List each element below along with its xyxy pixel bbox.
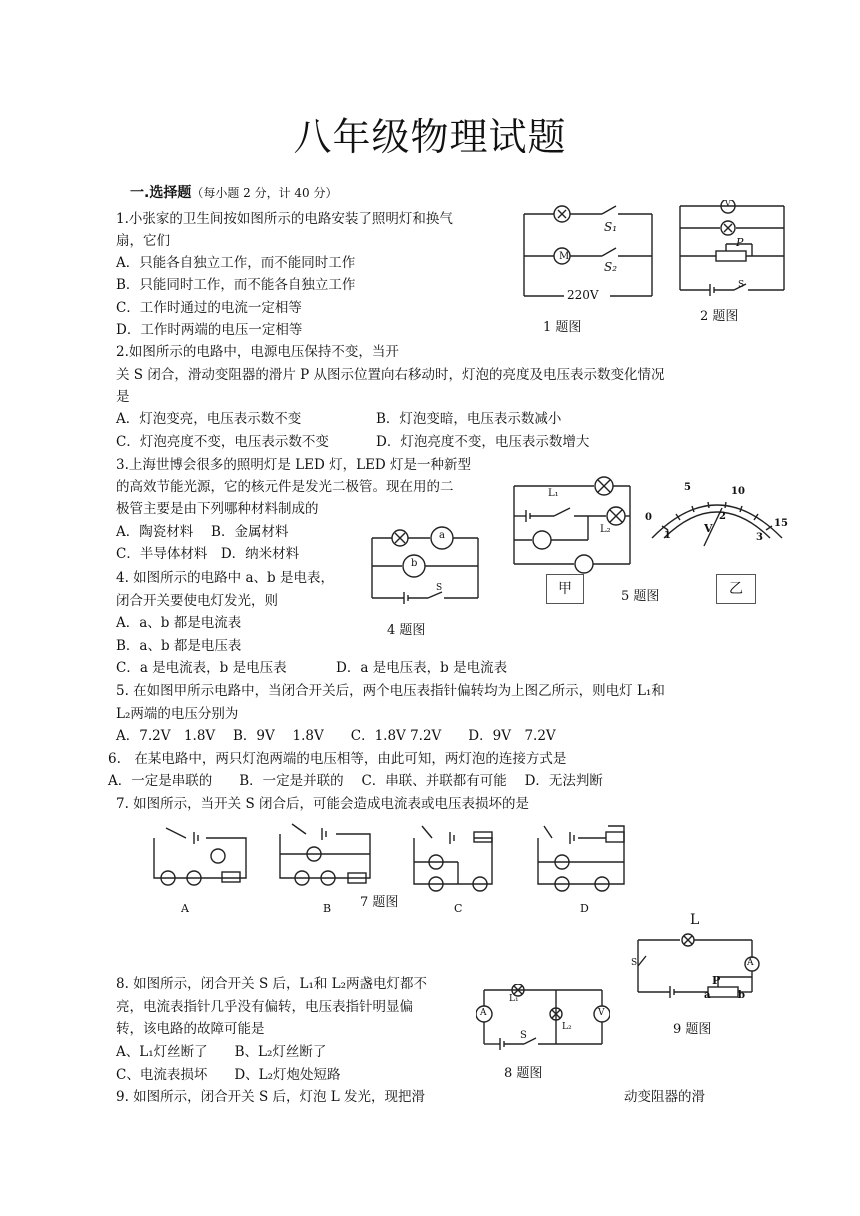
q3-stem-2: 的高效节能光源，它的核元件是发光二极管。现在用的二	[116, 479, 454, 495]
q2-stem-2: 关 S 闭合，滑动变阻器的滑片 P 从图示位置向右移动时，灯泡的亮度及电压表示数变化情况	[116, 367, 665, 383]
figure-5-dial	[642, 478, 792, 558]
q2-stem-1: 2.如图所示的电路中，电源电压保持不变，当开	[116, 344, 399, 360]
fig1-voltage-label: 220V	[567, 288, 599, 302]
figure-2-circuit	[676, 200, 788, 300]
figure-1-circuit	[518, 200, 658, 300]
q6-options: A．一定是串联的 B．一定是并联的 C．串联、并联都有可能 D．无法判断	[108, 773, 603, 789]
dial-label-0: 0	[645, 512, 652, 523]
fig1-caption: 1 题图	[543, 320, 582, 335]
fig1-s1-label: S₁	[604, 220, 618, 234]
q4-stem-1: 4. 如图所示的电路中 a、b 是电表，	[116, 570, 334, 586]
fig8-l1-label: L₁	[509, 994, 519, 1004]
q1-option-c: C．工作时通过的电流一定相等	[116, 300, 302, 316]
fig2-p-label: P	[736, 236, 744, 249]
q8-stem-1: 8. 如图所示，闭合开关 S 后，L₁和 L₂两盏电灯都不	[116, 976, 428, 992]
dial-label-2: 2	[719, 511, 726, 522]
q4-option-c: C．a 是电流表，b 是电压表	[116, 660, 287, 676]
figure-9-circuit	[632, 932, 772, 1004]
section-note: （每小题 2 分，计 40 分）	[191, 186, 338, 200]
fig2-caption: 2 题图	[700, 309, 739, 324]
q4-option-a: A．a、b 都是电流表	[116, 615, 242, 631]
q6-stem: 6. 在某电路中，两只灯泡两端的电压相等，由此可知，两灯泡的连接方式是	[108, 751, 567, 767]
q8-options-ab: A、L₁灯丝断了 B、L₂灯丝断了	[116, 1044, 327, 1060]
fig9-b-label: b	[738, 990, 745, 1001]
fig8-l2-label: L₂	[562, 1022, 572, 1032]
dial-v-label: V	[704, 522, 713, 535]
fig7-b-label: B	[323, 902, 332, 915]
fig8-s-label: S	[520, 1030, 527, 1041]
q1-option-b: B．只能同时工作，而不能各自独立工作	[116, 277, 356, 293]
fig4-s-label: S	[436, 583, 443, 593]
fig9-s-label: S	[631, 958, 638, 968]
q9-stem-right: 动变阻器的滑	[624, 1089, 705, 1105]
q8-stem-2: 亮，电流表指针几乎没有偏转，电压表指针明显偏	[116, 999, 413, 1015]
q2-option-c: C．灯泡亮度不变，电压表示数不变	[116, 434, 329, 450]
q9-stem-left: 9. 如图所示，闭合开关 S 后，灯泡 L 发光，现把滑	[116, 1089, 426, 1105]
figure-5-circuit	[508, 474, 648, 574]
dial-label-15: 15	[774, 518, 788, 529]
q1-option-d: D．工作时两端的电压一定相等	[116, 322, 303, 338]
fig1-s2-label: S₂	[604, 260, 618, 274]
fig5-l1-label: L₁	[548, 488, 559, 499]
fig2-s-label: S	[738, 280, 745, 290]
fig5-jia-label: 甲	[546, 574, 584, 604]
q5-options: A．7.2V 1.8V B．9V 1.8V C．1.8V 7.2V D．9V 7.2V	[116, 728, 556, 744]
fig7-caption: 7 题图	[360, 895, 399, 910]
q8-stem-3: 转，该电路的故障可能是	[116, 1021, 265, 1037]
dial-label-3: 3	[756, 532, 763, 543]
q1-stem-2: 扇，它们	[116, 233, 170, 249]
section-name: 一.选择题	[130, 185, 192, 201]
fig8-voltmeter-label: V	[598, 1008, 605, 1018]
dial-label-1: 1	[664, 530, 671, 541]
q2-option-b: B．灯泡变暗，电压表示数减小	[376, 411, 562, 427]
fig5-caption: 5 题图	[621, 589, 660, 604]
fig4-caption: 4 题图	[387, 623, 426, 638]
fig8-ammeter-label: A	[480, 1008, 487, 1018]
q3-options-ab: A．陶瓷材料 B．金属材料	[116, 524, 289, 540]
q7-stem: 7. 如图所示，当开关 S 闭合后，可能会造成电流表或电压表损坏的是	[116, 796, 530, 812]
q3-options-cd: C．半导体材料 D．纳米材料	[116, 546, 300, 562]
fig9-caption: 9 题图	[673, 1022, 712, 1037]
fig5-yi-label: 乙	[716, 574, 756, 604]
q5-stem-1: 5. 在如图甲所示电路中，当闭合开关后，两个电压表指针偏转均为上图乙所示，则电灯 L₁和	[116, 683, 665, 699]
fig7-d-label: D	[580, 902, 589, 915]
fig5-l2-label: L₂	[600, 524, 611, 535]
figure-7-circuits	[146, 818, 636, 896]
fig8-caption: 8 题图	[504, 1066, 543, 1081]
q4-option-b: B．a、b 都是电压表	[116, 638, 242, 654]
fig7-a-label: A	[181, 902, 189, 915]
q8-options-cd: C、电流表损坏 D、L₂灯炮处短路	[116, 1067, 341, 1083]
fig9-p-label: P	[712, 974, 721, 987]
q3-stem-3: 极管主要是由下列哪种材料制成的	[116, 501, 319, 517]
fig9-lamp-label: L	[690, 912, 700, 928]
dial-label-5: 5	[684, 482, 691, 493]
fig9-a-label: a	[704, 990, 711, 1001]
q2-option-a: A．灯泡变亮，电压表示数不变	[116, 411, 302, 427]
fig7-c-label: C	[454, 902, 463, 915]
fig4-b-label: b	[411, 558, 418, 569]
q1-stem-1: 1.小张家的卫生间按如图所示的电路安装了照明灯和换气	[116, 211, 453, 227]
fig1-motor-label: M	[559, 251, 570, 262]
q3-stem-1: 3.上海世博会很多的照明灯是 LED 灯，LED 灯是一种新型	[116, 457, 472, 473]
dial-label-10: 10	[731, 486, 745, 497]
figure-8-circuit	[476, 984, 610, 1054]
page-title: 八年级物理试题	[293, 115, 567, 159]
q2-stem-3: 是	[116, 389, 130, 405]
figure-4-circuit	[368, 526, 484, 606]
fig4-a-label: a	[439, 530, 445, 541]
fig2-voltmeter-label: V	[725, 199, 731, 208]
fig9-ammeter-label: A	[747, 958, 754, 968]
section-heading	[130, 182, 338, 202]
q5-stem-2: L₂两端的电压分别为	[116, 706, 239, 722]
q1-option-a: A．只能各自独立工作，而不能同时工作	[116, 255, 356, 271]
q4-option-d: D．a 是电压表，b 是电流表	[336, 660, 508, 676]
q4-stem-2: 闭合开关要使电灯发光，则	[116, 593, 278, 609]
q2-option-d: D．灯泡亮度不变，电压表示数增大	[376, 434, 590, 450]
